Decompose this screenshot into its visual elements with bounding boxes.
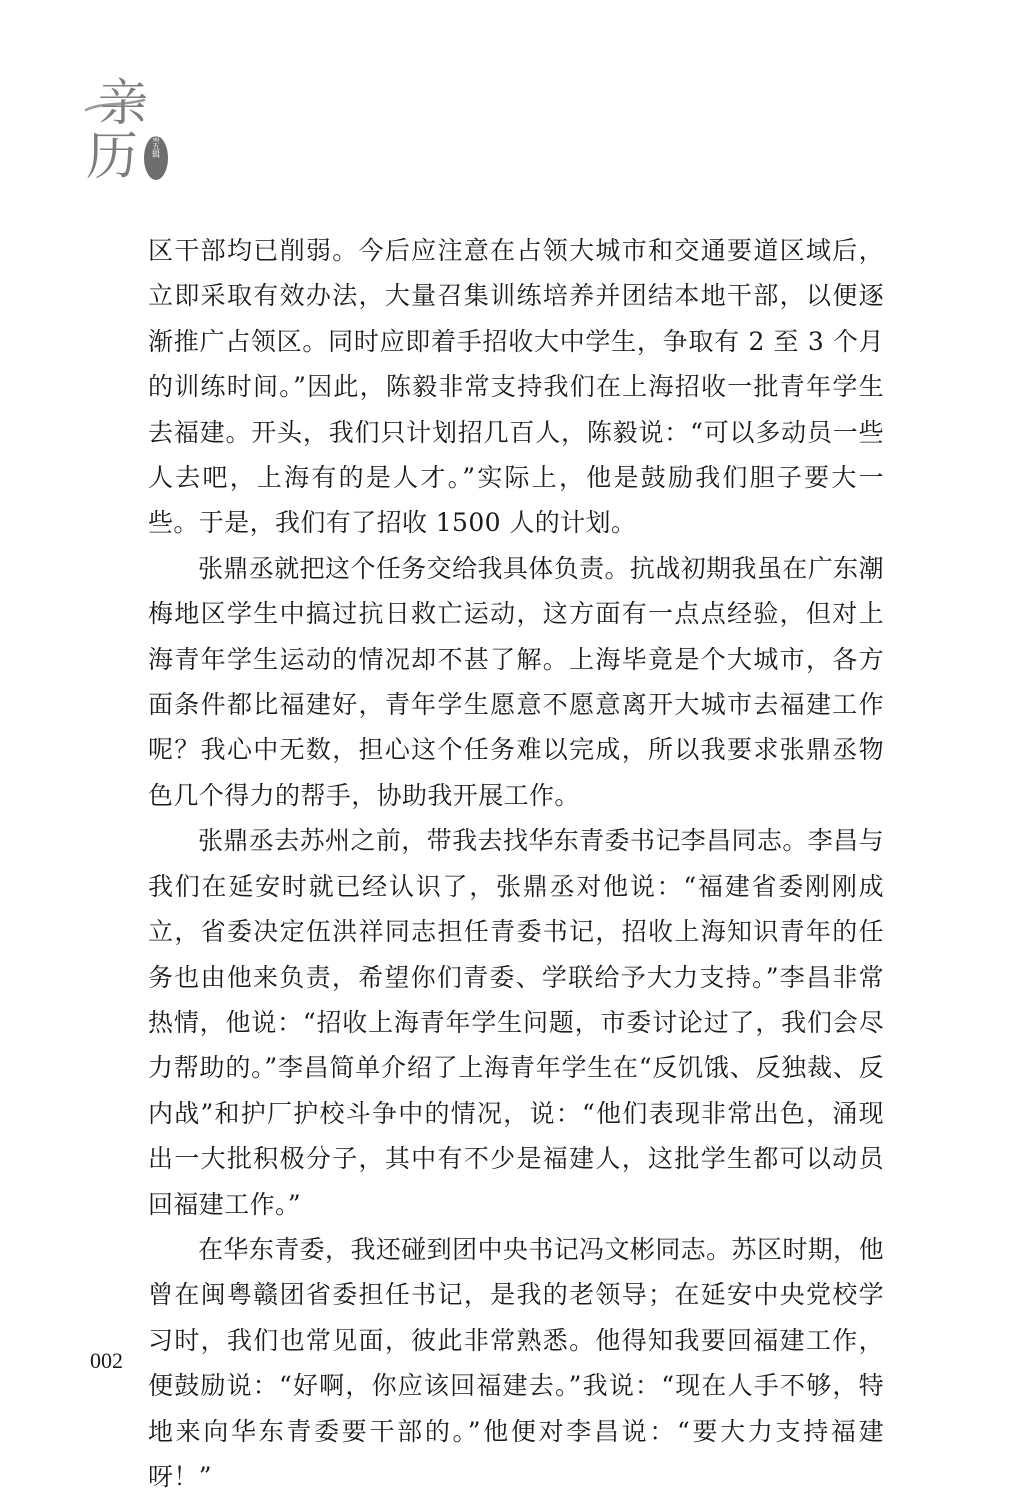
paragraph-2: 张鼎丞就把这个任务交给我具体负责。抗战初期我虽在广东潮梅地区学生中搞过抗日救亡运动，这方面有一点点经验，但对上海青年学生运动的情况却不甚了解。上海毕竟是个大城市，各方面条件都比福建好，青年学生愿意不愿意离开大城市去福建工作呢？我心中无数，担心这个任务难以完成，所以我要求张鼎丞物色几个得力的帮手，协助我开展工作。 bbox=[148, 553, 884, 810]
series-logo bbox=[82, 62, 172, 187]
logo-char-qin: 亲 bbox=[98, 74, 148, 132]
paragraph-4: 在华东青委，我还碰到团中央书记冯文彬同志。苏区时期，他曾在闽粤赣团省委担任书记，是我的老领导；在延安中央党校学习时，我们也常见面，彼此非常熟悉。他得知我要回福建工作，便鼓励说：“好啊，你应该回福建去。”我说：“现在人手不够，特地来向华东青委要干部的。”他便对李昌说：“要大力支持福建呀！” bbox=[148, 1234, 884, 1491]
series-logo-graphic bbox=[82, 62, 172, 187]
badge-text: 第五辑 bbox=[151, 134, 161, 158]
logo-char-li: 历 bbox=[86, 127, 139, 187]
paragraph-1: 区干部均已削弱。今后应注意在占领大城市和交通要道区域后，立即采取有效办法，大量召集训练培养并团结本地干部，以便逐渐推广占领区。同时应即着手招收大中学生，争取有 2 至 3 个月的训练时间。”因此，陈毅非常支持我们在上海招收一批青年学生去福建。开头，我们只计划招几百人，陈毅说：“可以多动员一些人去吧，上海有的是人才。”实际上，他是鼓励我们胆子要大一些。于是，我们有了招收 1500 人的计划。 bbox=[148, 236, 884, 538]
page-body bbox=[148, 228, 884, 1499]
paragraph-3: 张鼎丞去苏州之前，带我去找华东青委书记李昌同志。李昌与我们在延安时就已经认识了，张鼎丞对他说：“福建省委刚刚成立，省委决定伍洪祥同志担任青委书记，招收上海知识青年的任务也由他来负责，希望你们青委、学联给予大力支持。”李昌非常热情，他说：“招收上海青年学生问题，市委讨论过了，我们会尽力帮助的。”李昌简单介绍了上海青年学生在“反饥饿、反独裁、反内战”和护厂护校斗争中的情况，说：“他们表现非常出色，涌现出一大批积极分子，其中有不少是福建人，这批学生都可以动员回福建工作。” bbox=[148, 826, 884, 1219]
page-number: 002 bbox=[90, 1348, 123, 1373]
